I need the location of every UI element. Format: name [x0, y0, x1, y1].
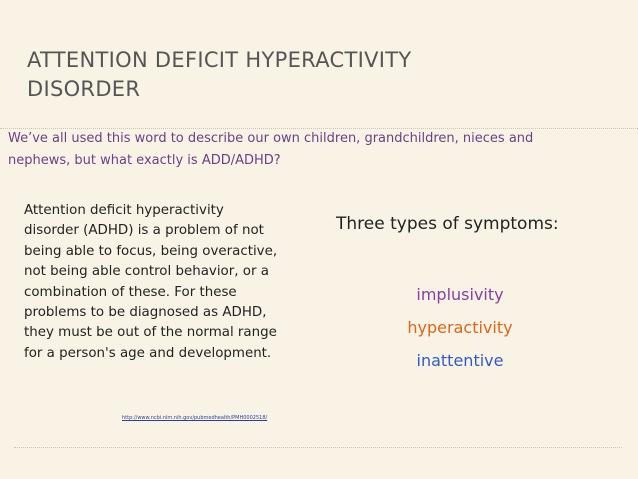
slide-subtitle	[8, 128, 608, 172]
bottom-divider	[14, 447, 622, 448]
adhd-definition	[24, 201, 324, 364]
symptom-impulsivity: implusivity	[416, 285, 504, 304]
definition-line: combination of these. For these	[24, 284, 237, 300]
slide-title	[27, 46, 587, 104]
symptom-inattentive: inattentive	[416, 351, 504, 370]
definition-line: they must be out of the normal range	[24, 325, 277, 341]
definition-line: problems to be diagnosed as ADHD,	[24, 305, 267, 321]
definition-line: being able to focus, being overactive,	[24, 243, 278, 259]
source-link[interactable]: http://www.ncbi.nlm.nih.gov/pubmedhealth/PMH0002518/	[122, 415, 268, 421]
definition-line: not being able control behavior, or a	[24, 264, 269, 280]
subtitle-line: nephews, but what exactly is ADD/ADHD?	[8, 153, 281, 168]
symptoms-heading: Three types of symptoms:	[336, 214, 559, 234]
subtitle-line: We’ve all used this word to describe our own children, grandchildren, nieces and	[8, 131, 534, 146]
definition-line: for a person's age and development.	[24, 345, 272, 361]
definition-line: Attention deficit hyperactivity	[24, 203, 224, 218]
symptom-hyperactivity: hyperactivity	[407, 318, 513, 337]
definition-line: disorder (ADHD) is a problem of not	[24, 223, 264, 239]
slide-title-text: ATTENTION DEFICIT HYPERACTIVITY DISORDER	[27, 48, 412, 101]
